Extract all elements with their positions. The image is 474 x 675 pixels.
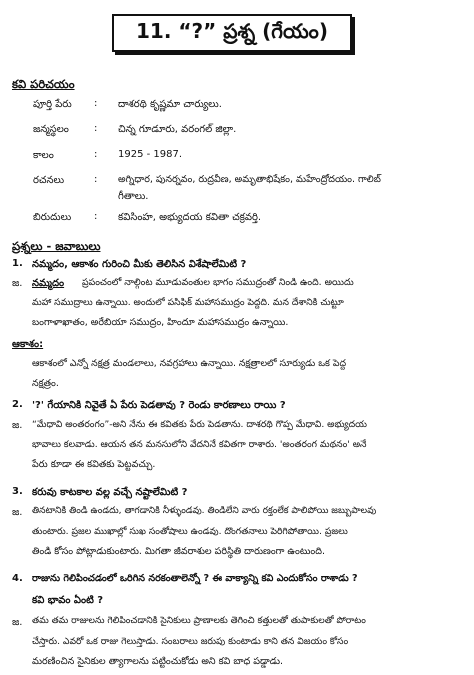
sky-label: ఆకాశం: bbox=[12, 339, 44, 350]
qa-heading: ప్రశ్నలు - జవాబులు bbox=[12, 239, 101, 253]
row-colon: : bbox=[94, 98, 98, 109]
answer-line: తమ తమ రాజులను గెలిపించడానికి సైనికులు ప్రాణాలకు తెగించి కత్తులతో తుపాకులతో పోరాటం bbox=[32, 616, 366, 626]
row-value: 1925 - 1987. bbox=[118, 149, 183, 160]
answer-prefix: జ. bbox=[12, 420, 23, 431]
answer-label: నమ్మదం bbox=[32, 278, 65, 289]
answer-line: చేస్తారు. ఎవరో ఒక రాజు గెలుస్తాడు. సంబరాలు జరుపు కుంటాడు కాని తన విజయం కోసం bbox=[32, 636, 349, 647]
answer-line: నక్షత్రం. bbox=[32, 378, 59, 389]
answer-prefix: జ. bbox=[12, 278, 23, 289]
answer-line: “మేధావి అంతరంగం”-అని నేను ఈ కవితకు పేరు పెడతాను. దాశరథి గొప్ప మేధావి. అభ్యుదయ bbox=[32, 419, 367, 430]
row-value: అగ్నిధార, పునర్నవం, రుద్రవీణ, అమృతాభిషేకం, మహేంద్రోదయం. గాలిబ్ bbox=[118, 174, 381, 185]
answer-line: మరణించిన సైనికుల త్యాగాలను పట్టించుకోడు అని కవి బాధ పడ్డాడు. bbox=[32, 656, 284, 667]
row-colon: : bbox=[94, 123, 98, 134]
question-number: 2. bbox=[12, 399, 23, 410]
answer-line: బంగాళాఖాతం, అరేబియా సముద్రం, హిందూ మహాసముద్రం ఉన్నాయి. bbox=[32, 317, 289, 328]
question-text: రాజును గెలిపించడంలో ఒరిగిన నరకంతాలెన్నో ? ఈ వాక్యాన్ని కవి ఎందుకోసం రాశాడు ? bbox=[32, 573, 358, 584]
row-label: జన్మస్థలం bbox=[33, 124, 69, 135]
answer-line: ప్రపంచంలో నాల్గింట మూడువంతుల భాగం సముద్రంతో నిండి ఉంది. అయిదు bbox=[82, 277, 354, 288]
row-value-cont: గీతాలు. bbox=[118, 191, 149, 202]
poet-intro-heading: కవి పరిచయం bbox=[12, 77, 75, 91]
answer-line: భావాలు కలవాడు. ఆయన తన మనసులోని వేదనినే కవితగా రాశారు. 'అంతరంగ మథనం' అనే bbox=[32, 439, 367, 450]
answer-line: తుంటారు. ప్రజల ముఖాల్లో సుఖ సంతోషాలు ఉండవు. దొంగతనాలు పెరిగిపోతాయి. ప్రజలు bbox=[32, 526, 348, 537]
question-text: నమ్మదం, ఆకాశం గురించి మీకు తెలిసిన విశేషాలేమిటి ? bbox=[32, 259, 247, 270]
row-value: దాశరథి కృష్ణమా చార్యులు. bbox=[118, 99, 222, 110]
row-label: పూర్తి పేరు bbox=[33, 99, 72, 110]
answer-line: మహా సముద్రాలు ఉన్నాయి. అందులో పసిఫిక్ మహాసముద్రం పెద్దది. మన దేశానికి చుట్టూ bbox=[32, 297, 344, 308]
question-text: కరువు కాటకాల వల్ల వచ్చే నష్టాలేమిటి ? bbox=[32, 487, 188, 498]
answer-line: ఆకాశంలో ఎన్నో నక్షత్ర మండలాలు, నవగ్రహాలు ఉన్నాయి. నక్షత్రాలలో సూర్యుడు ఒక పెద్ద bbox=[32, 358, 347, 369]
question-text-cont: కవి భావం ఏంటి ? bbox=[32, 595, 104, 606]
answer-line: పేరు కూడా ఈ కవితకు పెట్టవచ్చు. bbox=[32, 459, 156, 470]
question-number: 4. bbox=[12, 573, 23, 584]
row-label: రచనలు bbox=[33, 175, 65, 186]
row-value: కవిసింహ, అభ్యుదయ కవితా చక్రవర్తి. bbox=[118, 212, 262, 223]
row-colon: : bbox=[94, 211, 98, 222]
row-value: చిన్న గూడూరు, వరంగల్ జిల్లా. bbox=[118, 124, 237, 135]
lesson-title: 11. “?” ప్రశ్న (గేయం) bbox=[112, 14, 352, 52]
answer-line: తిండి కోసం పోట్లాడుకుంటారు. మిగతా జీవరాశుల పరిస్థితి దారుణంగా ఉంటుంది. bbox=[32, 546, 325, 557]
question-number: 3. bbox=[12, 486, 23, 497]
row-label: బిరుదులు bbox=[33, 212, 72, 223]
answer-prefix: జ. bbox=[12, 617, 23, 628]
row-colon: : bbox=[94, 149, 98, 160]
answer-line: తినటానికి తిండి ఉండదు, తాగడానికి నీళ్ళుండవు. తిండిలేని వారు రక్తంలేక పాలిపోయి జబ్బుపాలవు bbox=[32, 506, 377, 516]
row-colon: : bbox=[94, 174, 98, 185]
row-label: కాలం bbox=[33, 150, 54, 161]
question-text: '?' గేయానికి నివైతే ఏ పేరు పెడతావు ? రెండు కారణాలు రాయి ? bbox=[32, 400, 286, 411]
question-number: 1. bbox=[12, 258, 23, 269]
answer-prefix: జ. bbox=[12, 507, 23, 518]
